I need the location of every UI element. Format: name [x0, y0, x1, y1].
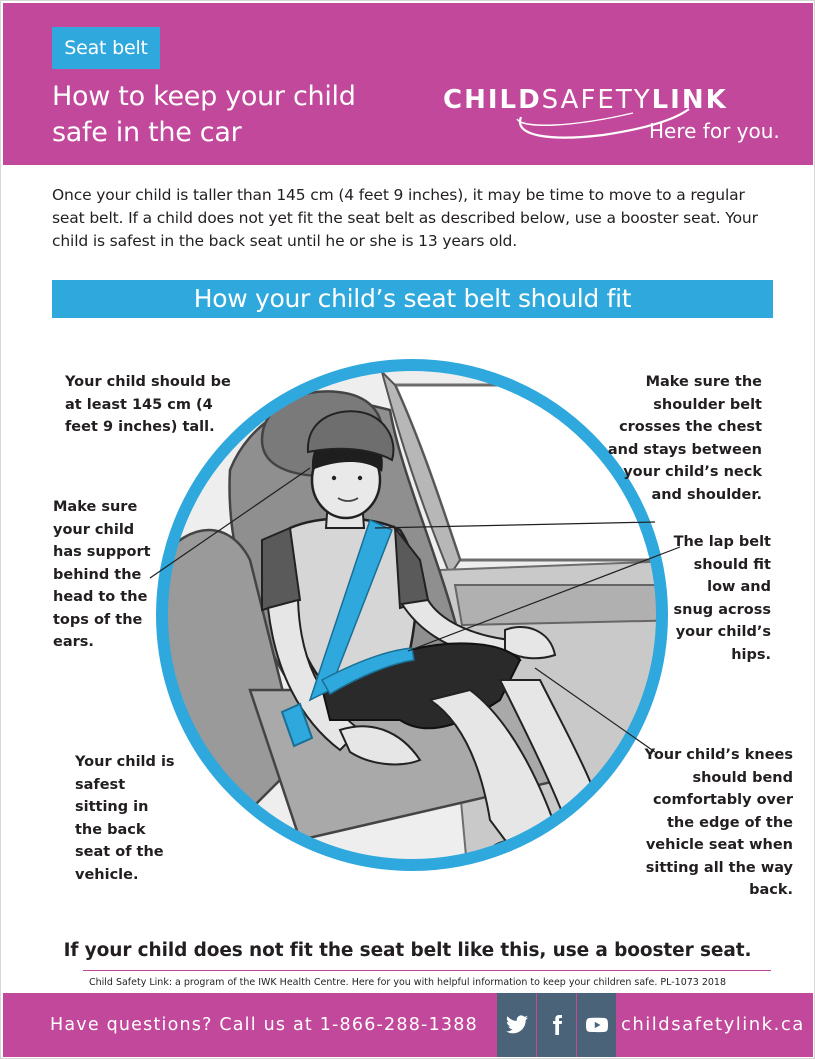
callout-back-seat: Your child is safest sitting in the back seat of the vehicle.	[75, 754, 175, 883]
child-safety-link-logo	[443, 81, 783, 151]
twitter-link[interactable]	[497, 993, 536, 1057]
callout-knees: Your child’s knees should bend comfortably over the edge of the vehicle seat when sitting all the way back.	[644, 747, 793, 898]
footer-bar	[3, 993, 813, 1057]
logo-word-safety: SAFETY	[541, 85, 652, 115]
logo-tagline: Here for you.	[649, 119, 780, 143]
intro-paragraph: Once your child is taller than 145 cm (4 feet 9 inches), it may be time to move to a regular seat belt. If a child does not yet fit the seat belt as described below, use a booster seat. Your child is safest in the back seat until he or she is 13 years old.	[52, 186, 758, 250]
contact-phone-text: Have questions? Call us at 1-866-288-1388	[50, 1015, 478, 1035]
callout-lap-belt: The lap belt should fit low and snug across your child’s hips.	[673, 534, 771, 663]
topic-tag: Seat belt	[52, 27, 160, 69]
callout-shoulder-belt: Make sure the shoulder belt crosses the chest and stays between your child’s neck and shoulder.	[607, 374, 762, 503]
booster-seat-note: If your child does not fit the seat belt like this, use a booster seat.	[63, 940, 752, 961]
footnote-divider	[83, 970, 771, 971]
header-bar	[3, 3, 813, 165]
callout-height: Your child should be at least 145 cm (4 feet 9 inches) tall.	[65, 374, 231, 435]
twitter-icon	[504, 1013, 530, 1037]
youtube-link[interactable]	[577, 993, 616, 1057]
youtube-icon	[584, 1013, 610, 1037]
website-link[interactable]: childsafetylink.ca	[621, 1014, 805, 1035]
section-banner: How your child’s seat belt should fit	[52, 280, 773, 318]
callout-head-support: Make sure your child has support behind the head to the tops of the ears.	[53, 499, 151, 650]
footnote: Child Safety Link: a program of the IWK Health Centre. Here for you with helpful information to keep your children safe. PL-1073 2018	[88, 977, 727, 988]
facebook-icon	[544, 1013, 570, 1037]
logo-word-link: LINK	[651, 85, 728, 115]
page-title: How to keep your child safe in the car	[52, 81, 356, 148]
facebook-link[interactable]	[537, 993, 576, 1057]
logo-word-child: CHILD	[443, 85, 542, 115]
